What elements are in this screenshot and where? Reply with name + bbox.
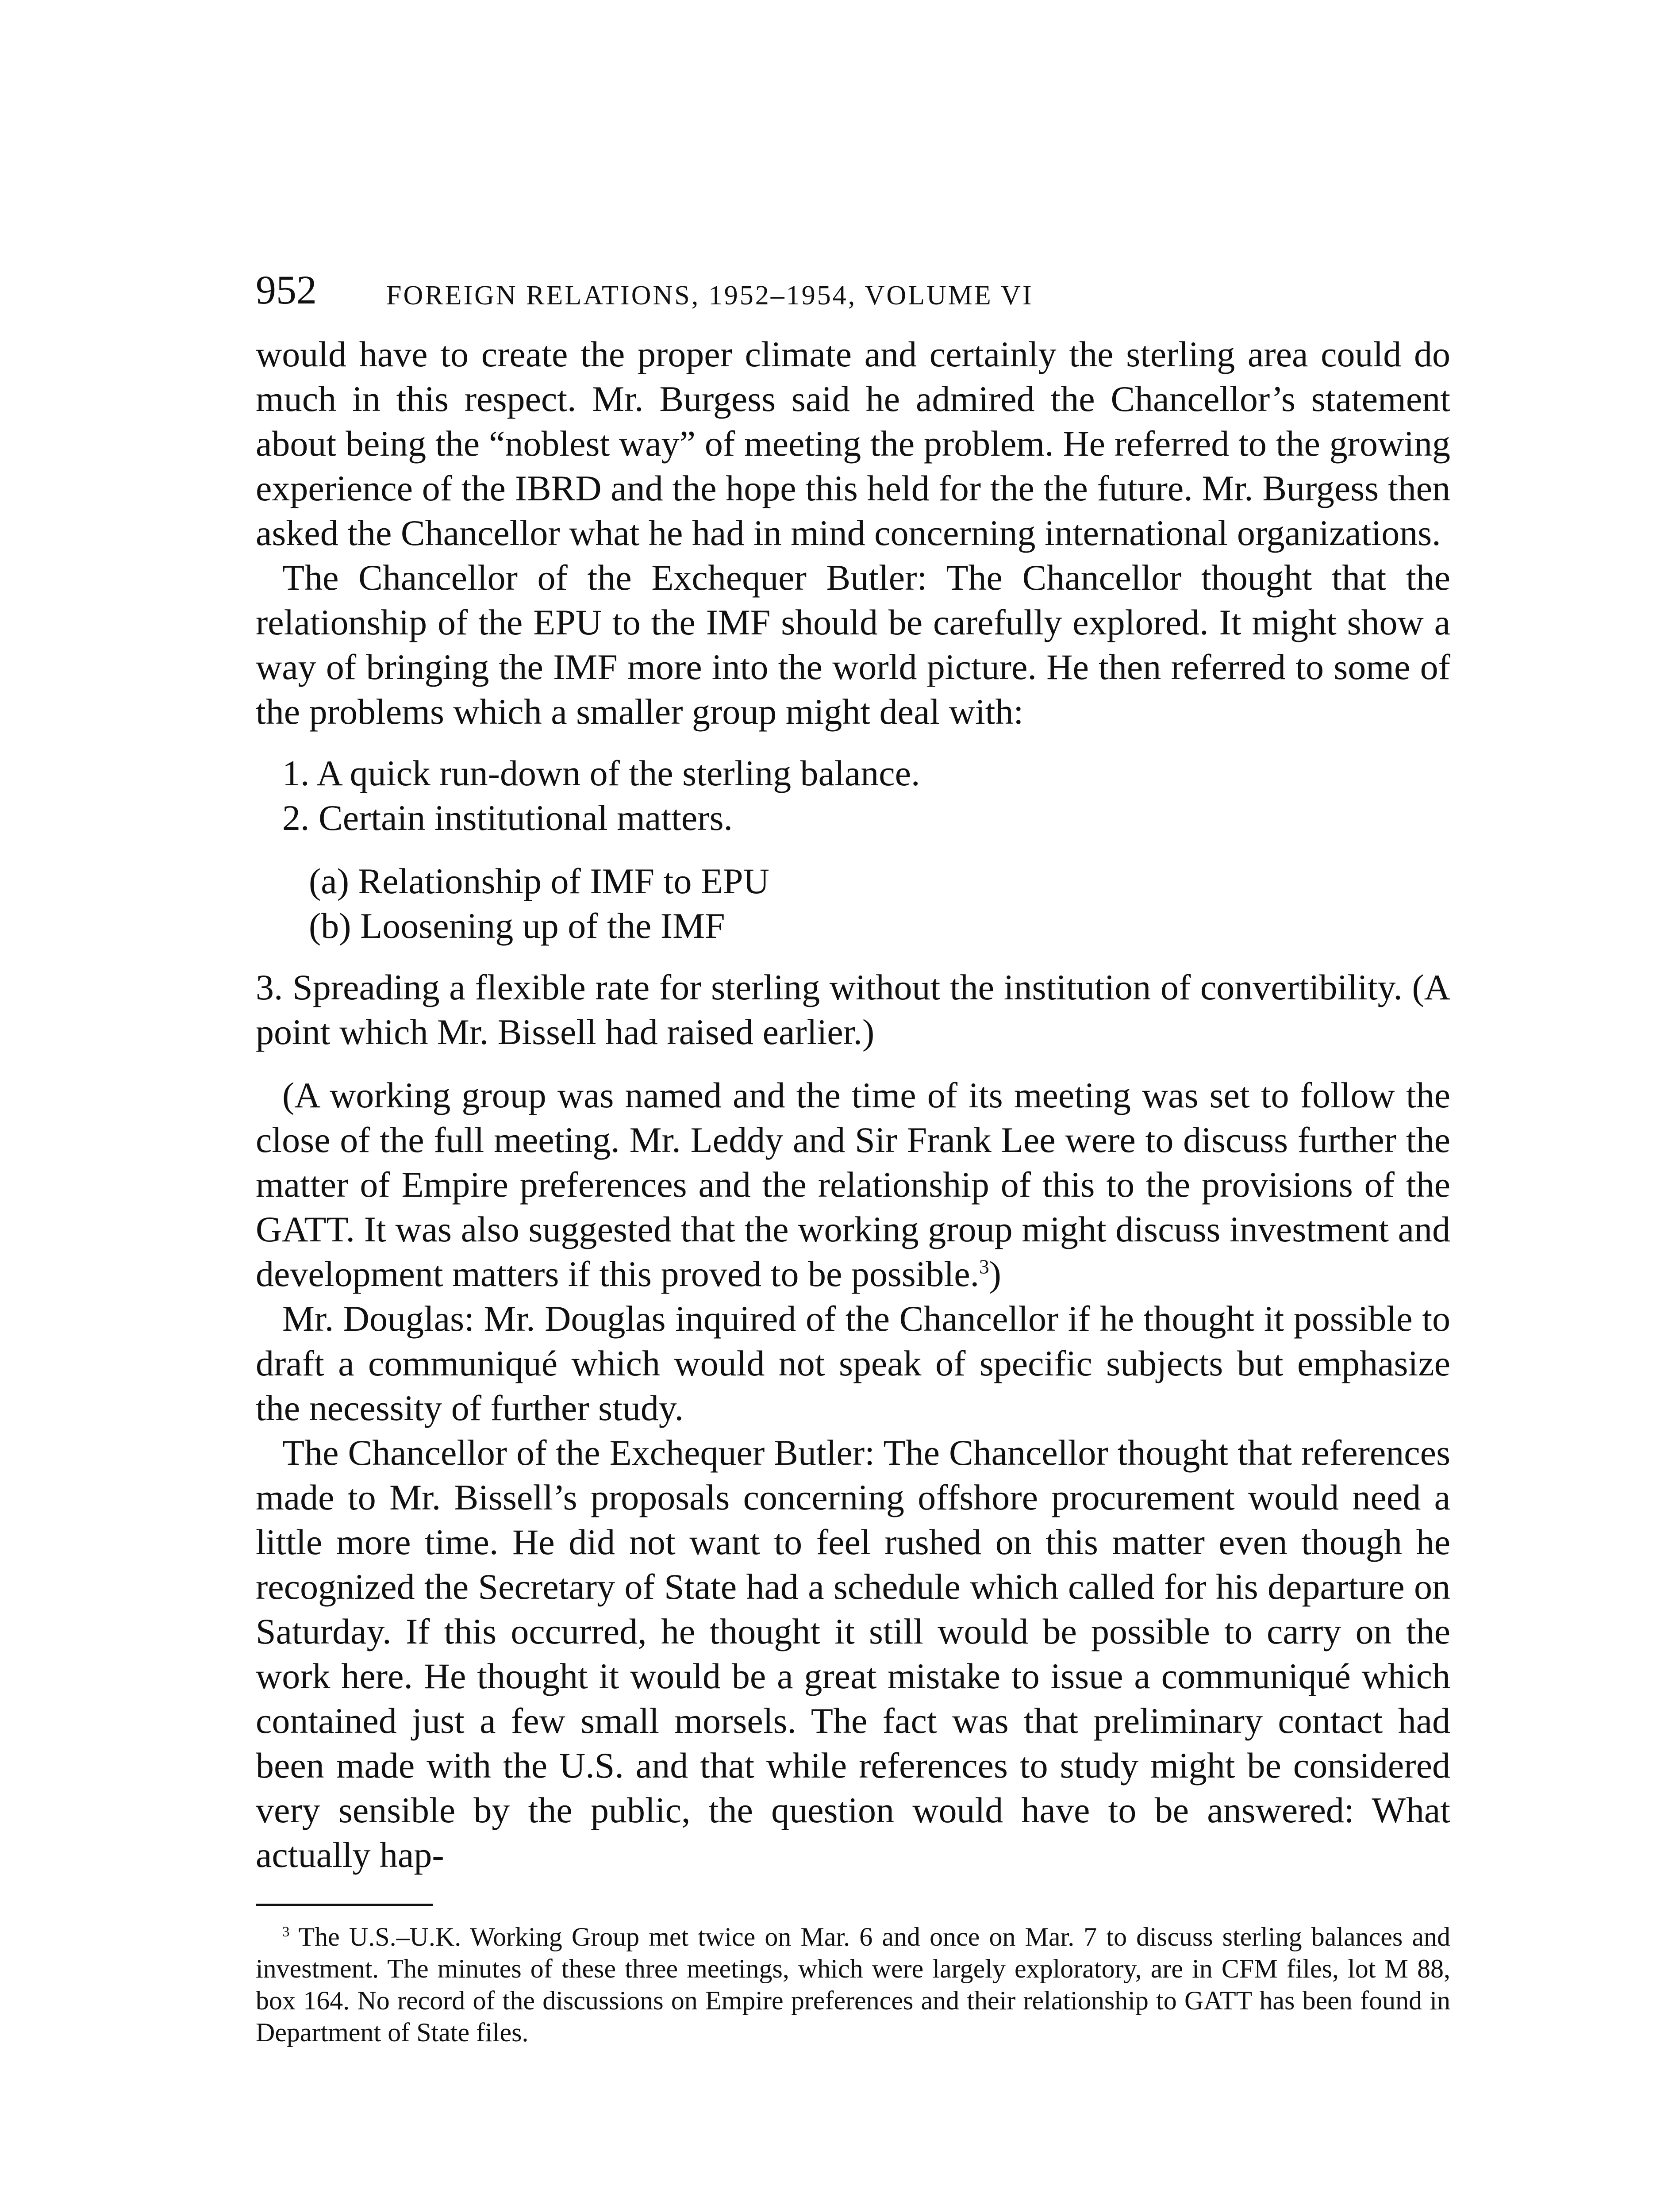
footnote-marker: 3 bbox=[282, 1924, 290, 1940]
body-text bbox=[256, 332, 1450, 1877]
paragraph-working-group bbox=[256, 1073, 1450, 1296]
footnote-reference: 3 bbox=[979, 1256, 989, 1278]
list-item-1: 1. A quick run-down of the sterling balance. bbox=[282, 753, 920, 793]
working-group-text: (A working group was named and the time of its meeting was set to follow the close of the full meeting. Mr. Leddy and Sir Frank Lee were to discuss further the matter of Empire preferences and the relationship of this to the provisions of the GATT. It was also suggested that the working group might discuss investment and development matters if this proved to be possible. bbox=[256, 1075, 1450, 1294]
paragraph-chancellor-epu: The Chancellor of the Exchequer Butler: The Chancellor thought that the relationship of the EPU to the IMF should be carefully explored. It might show a way of bringing the IMF more into the world picture. He then referred to some of the problems which a smaller group might deal with: bbox=[256, 557, 1450, 732]
paragraph-douglas: Mr. Douglas: Mr. Douglas inquired of the Chancellor if he thought it possible to draft a communiqué which would not speak of specific subjects but emphasize the necessity of further study. bbox=[256, 1298, 1450, 1428]
footnote-divider bbox=[256, 1904, 433, 1906]
sublist-item-b: (b) Loosening up of the IMF bbox=[309, 906, 725, 946]
paragraph-chancellor-communique: The Chancellor of the Exchequer Butler: The Chancellor thought that references made to Mr. Bissell’s proposals concerning offshore procurement would need a little more time. He did not want to feel rushed on this matter even though he recognized the Secretary of State had a schedule which called for his departure on Saturday. If this occurred, he thought it still would be possible to carry on the work here. He thought it would be a great mistake to issue a communiqué which contained just a few small morsels. The fact was that preliminary contact had been made with the U.S. and that while references to study might be considered very sensible by the public, the question would have to be answered: What actually hap- bbox=[256, 1432, 1450, 1875]
sublist-item-a: (a) Relationship of IMF to EPU bbox=[309, 861, 769, 901]
footnote bbox=[256, 1921, 1450, 2048]
institutional-sublist bbox=[256, 859, 1450, 948]
problem-list bbox=[256, 751, 1450, 840]
running-head: FOREIGN RELATIONS, 1952–1954, VOLUME VI bbox=[386, 280, 1034, 311]
closing-parenthesis: ) bbox=[989, 1254, 1001, 1294]
footnote-text: The U.S.–U.K. Working Group met twice on Mar. 6 and once on Mar. 7 to discuss sterling balances and investment. The minutes of these three meetings, which were largely exploratory, are in CFM files, lot M 88, box 164. No record of the discussions on Empire preferences and their relationship to GATT has been found in Department of State files. bbox=[256, 1922, 1450, 2047]
document-page bbox=[256, 265, 1450, 2048]
page-header bbox=[256, 265, 1450, 332]
page-number: 952 bbox=[256, 267, 317, 312]
list-item-3: 3. Spreading a flexible rate for sterling without the institution of convertibility. (A point which Mr. Bissell had raised earlier.) bbox=[256, 967, 1450, 1052]
list-item-2: 2. Certain institutional matters. bbox=[282, 798, 733, 838]
paragraph-continuation: would have to create the proper climate and certainly the sterling area could do much in this respect. Mr. Burgess said he admired the Chancellor’s statement about being the “noblest way” of meeting the problem. He referred to the growing experience of the IBRD and the hope this held for the the future. Mr. Burgess then asked the Chancellor what he had in mind concerning international organizations. bbox=[256, 334, 1450, 553]
